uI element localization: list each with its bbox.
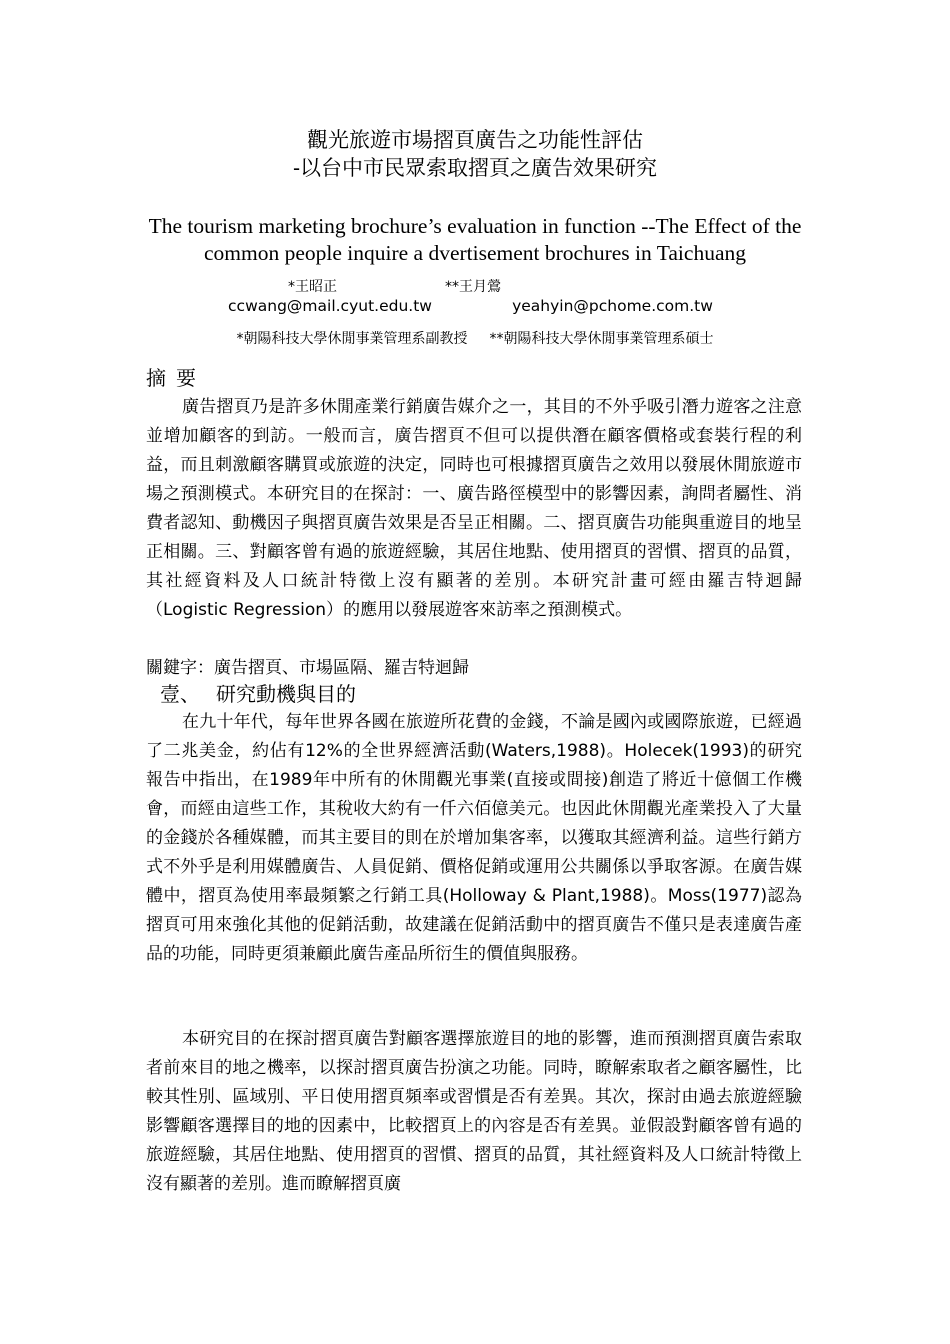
author-name: **王月鶯 (445, 279, 501, 295)
author-email: yeahyin@pchome.com.tw (512, 297, 713, 315)
keywords: 關鍵字：廣告摺頁、市場區隔、羅吉特迴歸 (146, 658, 469, 678)
title-chinese-line1: 觀光旅遊市場摺頁廣告之功能性評估 (307, 128, 643, 152)
section-number: 壹、 (160, 682, 200, 706)
abstract-body: 廣告摺頁乃是許多休閒產業行銷廣告媒介之一，其目的不外乎吸引潛力遊客之注意並增加顧客的到訪。一般而言，廣告摺頁不但可以提供潛在顧客價格或套裝行程的利益，而且刺激顧客購買或旅遊的決定，同時也可根據摺頁廣告之效用以發展休閒旅遊市場之預測模式。本研究目的在探討：一、廣告路徑模型中的影響因素，詢問者屬性、消費者認知、動機因子與摺頁廣告效果是否呈正相關。二、摺頁廣告功能與重遊目的地呈正相關。三、對顧客曾有過的旅遊經驗，其居住地點、使用摺頁的習慣、摺頁的品質，其社經資料及人口統計特徵上沒有顯著的差別。本研究計畫可經由羅吉特迴歸（Logistic Regression）的應用以發展遊客來訪率之預測模式。 (146, 397, 802, 620)
author-email: ccwang@mail.cyut.edu.tw (228, 297, 432, 315)
author-2 (445, 278, 720, 316)
section-heading (160, 681, 356, 707)
title-chinese-line2: -以台中市民眾索取摺頁之廣告效果研究 (292, 156, 658, 180)
author-1 (220, 278, 440, 316)
author-name: *王昭正 (288, 279, 337, 295)
title-chinese (0, 126, 950, 182)
section-title: 研究動機與目的 (216, 682, 356, 706)
affiliations (0, 330, 950, 348)
abstract-heading: 摘要 (146, 366, 206, 390)
body-paragraph: 在九十年代，每年世界各國在旅遊所花費的金錢，不論是國內或國際旅遊，已經過了二兆美金，約佔有12%的全世界經濟活動(Waters,1988)。Holecek(1993)的研究報告中指出，在1989年中所有的休閒觀光事業(直接或間接)創造了將近十億個工作機會，而經由這些工作，其稅收大約有一仟六佰億美元。也因此休閒觀光產業投入了大量的金錢於各種媒體，而其主要目的則在於增加集客率，以獲取其經濟利益。這些行銷方式不外乎是利用媒體廣告、人員促銷、價格促銷或運用公共關係以爭取客源。在廣告媒體中，摺頁為使用率最頻繁之行銷工具(Holloway & Plant,1988)。Moss(1977)認為摺頁可用來強化其他的促銷活動，故建議在促銷活動中的摺頁廣告不僅只是表達廣告產品的功能，同時更須兼顧此廣告產品所衍生的價值與服務。 (146, 712, 802, 964)
body-paragraph: 本研究目的在探討摺頁廣告對顧客選擇旅遊目的地的影響，進而預測摺頁廣告索取者前來目的地之機率，以探討摺頁廣告扮演之功能。同時，瞭解索取者之顧客屬性，比較其性別、區域別、平日使用摺頁頻率或習慣是否有差異。其次，探討由過去旅遊經驗影響顧客選擇目的地的因素中，比較摺頁上的內容是否有差異。並假設對顧客曾有過的旅遊經驗，其居住地點、使用摺頁的習慣、摺頁的品質，其社經資料及人口統計特徵上沒有顯著的差別。進而瞭解摺頁廣 (146, 1029, 802, 1194)
affiliation: *朝陽科技大學休閒事業管理系副教授 (236, 331, 468, 347)
title-english: The tourism marketing brochure’s evaluation in function --The Effect of the common people inquire a dvertisement brochures in Taichuang (148, 214, 802, 265)
affiliation: **朝陽科技大學休閒事業管理系碩士 (489, 331, 714, 347)
